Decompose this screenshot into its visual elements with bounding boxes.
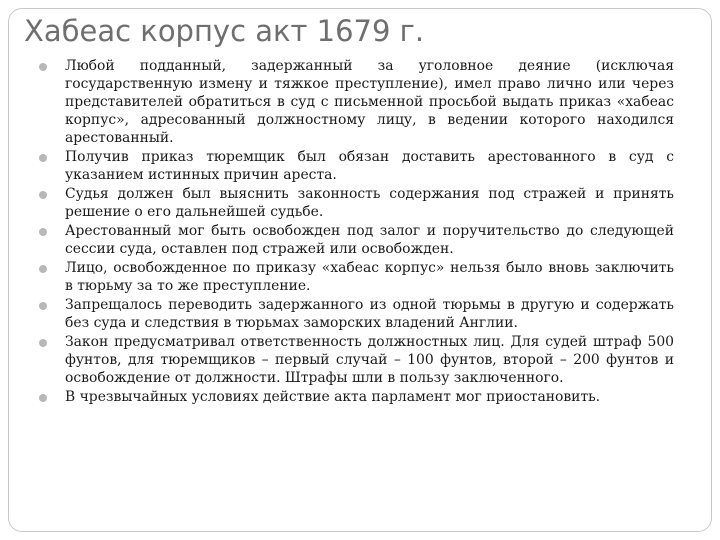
bullet-dot-icon (39, 394, 47, 402)
slide-title: Хабеас корпус акт 1679 г. (24, 14, 425, 48)
bullet-item (20, 334, 674, 388)
bullet-text: В чрезвычайных условиях действие акта парламент мог приостановить. (65, 388, 601, 405)
bullet-item (20, 389, 674, 407)
bullet-dot-icon (39, 228, 47, 236)
bullet-text: Закон предусматривал ответственность должностных лиц. Для судей штраф 500 фунтов, для тюремщиков – первый случай – 100 фунтов, второй – 200 фунтов и освобождение от должности. Штрафы шли в пользу заключенного. (65, 333, 674, 386)
bullet-dot-icon (39, 265, 47, 273)
bullet-text: Запрещалось переводить задержанного из одной тюрьмы в другую и содержать без суда и следствия в тюрьмах заморских владений Англии. (65, 296, 674, 331)
bullet-text: Судья должен был выяснить законность содержания под стражей и принять решение о его дальнейшей судьбе. (65, 185, 674, 220)
bullet-dot-icon (39, 302, 47, 310)
bullet-item (20, 149, 674, 185)
bullet-item (20, 297, 674, 333)
bullet-text: Любой подданный, задержанный за уголовное деяние (исключая государственную измену и тяжкое преступление), имел право лично или через представителей обратиться в суд с письменной просьбой выдать приказ «хабеас корпус», адресованный должностному лицу, в ведении которого находился арестованный. (65, 58, 674, 146)
bullet-text: Арестованный мог быть освобожден под залог и поручительство до следующей сессии суда, оставлен под стражей или освобожден. (65, 222, 674, 257)
bullet-text: Получив приказ тюремщик был обязан доставить арестованного в суд с указанием истинных причин ареста. (65, 148, 674, 183)
bullet-item (20, 58, 674, 148)
bullet-dot-icon (39, 339, 47, 347)
bullet-item (20, 223, 674, 259)
bullet-dot-icon (39, 191, 47, 199)
bullet-item (20, 260, 674, 296)
bullet-list (20, 58, 674, 408)
bullet-dot-icon (39, 63, 47, 71)
bullet-text: Лицо, освобожденное по приказу «хабеас корпус» нельзя было вновь заключить в тюрьму за то же преступление. (65, 259, 674, 294)
bullet-dot-icon (39, 154, 47, 162)
bullet-item (20, 186, 674, 222)
